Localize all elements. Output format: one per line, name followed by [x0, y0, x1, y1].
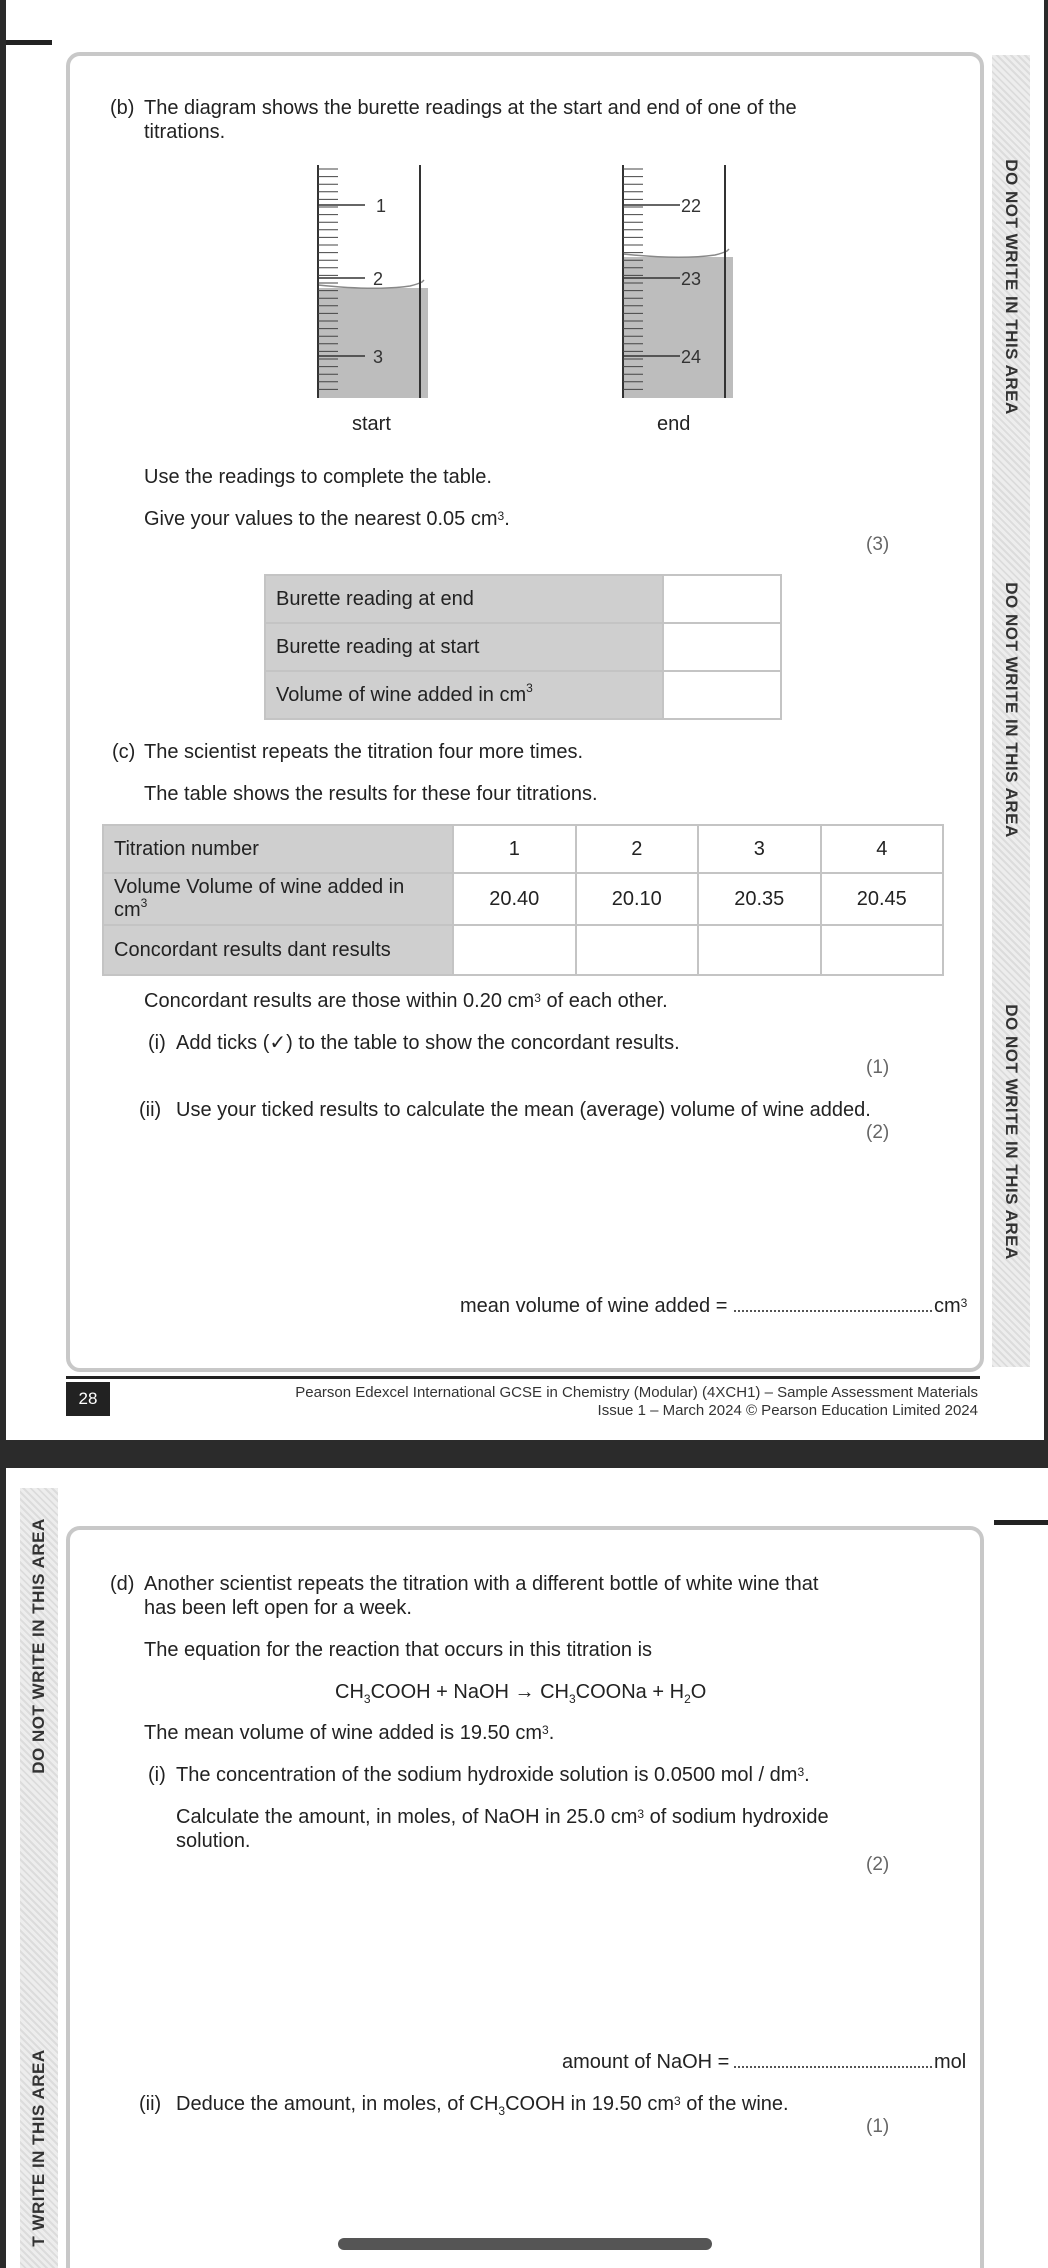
volume-cell: 20.45: [821, 873, 944, 925]
concordant-tick-cell[interactable]: [698, 925, 821, 975]
mean-volume-unit: $cm^3$: [934, 1295, 968, 1317]
titration-number-cell: 3: [698, 825, 821, 873]
home-indicator-bar[interactable]: [338, 2238, 712, 2250]
burette-start-tick-2: 2: [373, 269, 384, 289]
burette-end-caption: end: [657, 413, 691, 435]
volume-cell: 20.10: [576, 873, 699, 925]
page-separator: [0, 1440, 1048, 1468]
part-d-i-text: The concentration of the sodium hydroxide solution is 0.0500 mol / $dm^3$.: [176, 1764, 810, 1786]
burette-start-tick-1: 1: [376, 196, 387, 216]
titration-number-label: Titration number: [103, 825, 453, 873]
titration-results-table: [102, 824, 944, 976]
mean-volume-answer-label: mean volume of wine added =: [460, 1295, 728, 1317]
volume-cell: 20.40: [453, 873, 576, 925]
row-label-start: Burette reading at start: [265, 623, 663, 671]
table-row: [265, 623, 781, 671]
part-b-marks: (3): [866, 534, 890, 555]
answer-cell-volume[interactable]: [663, 671, 781, 719]
footer-text-line2: Issue 1 – March 2024 © Pearson Education Limited 2024: [597, 1402, 978, 1419]
volume-cell: 20.35: [698, 873, 821, 925]
part-d-i-calc-line2: solution.: [176, 1830, 251, 1852]
part-c-label: (c): [112, 741, 136, 763]
part-b-instruction2: Give your values to the nearest 0.05 $cm^3$.: [144, 508, 510, 530]
page-right-edge: [1044, 0, 1048, 1440]
part-c-i-marks: (1): [866, 1057, 890, 1078]
burette-end-diagram: [615, 165, 735, 400]
page-2: [0, 1468, 1048, 2268]
page-left-edge: [0, 1468, 6, 2268]
black-corner-mark: [0, 40, 52, 45]
part-d-ii-marks: (1): [866, 2116, 890, 2137]
burette-end-tick-24: 24: [681, 347, 702, 367]
part-c-ii-label: (ii): [139, 1099, 162, 1121]
naoh-amount-unit: mol: [934, 2051, 967, 2073]
black-corner-mark: [994, 1520, 1048, 1525]
part-b-instruction1: Use the readings to complete the table.: [144, 466, 492, 488]
part-d-label: (d): [110, 1573, 135, 1595]
part-d-ii-text: Deduce the amount, in moles, of $CH_3COOH$ in 19.50 $cm^3$ of the wine.: [176, 2093, 789, 2118]
mean-volume-answer-line[interactable]: [734, 1310, 932, 1312]
sidebar-text-1: DO NOT WRITE IN THIS AREA: [29, 1518, 48, 1774]
part-d-ii-label: (ii): [139, 2093, 162, 2115]
table-row: [103, 873, 943, 925]
part-b-label: (b): [110, 97, 135, 119]
row-label-volume: Volume of wine added in $cm^3$: [265, 671, 663, 719]
part-c-text2: The table shows the results for these four titrations.: [144, 783, 598, 805]
naoh-amount-answer-line[interactable]: [734, 2066, 932, 2068]
part-d-i-calc-line1: Calculate the amount, in moles, of NaOH in 25.0 $cm^3$ of sodium hydroxide: [176, 1806, 829, 1828]
sidebar-text-2: T WRITE IN THIS AREA: [29, 2049, 48, 2247]
mean-volume-statement: The mean volume of wine added is 19.50 $cm^3$.: [144, 1722, 555, 1744]
sidebar-text-3: DO NOT WRITE IN THIS AREA: [1002, 1004, 1021, 1260]
part-c-i-label: (i): [148, 1032, 166, 1054]
row-label-end: Burette reading at end: [265, 575, 663, 623]
part-d-text-line2: has been left open for a week.: [144, 1597, 412, 1619]
reaction-equation: $CH_3COOH$ + NaOH → $CH_3COONa + H_2O$: [335, 1681, 707, 1706]
answer-cell-start[interactable]: [663, 623, 781, 671]
part-c-i-text: Add ticks (✓) to the table to show the concordant results.: [176, 1032, 680, 1054]
part-d-i-marks: (2): [866, 1854, 890, 1875]
burette-end-tick-23: 23: [681, 269, 702, 289]
equation-intro: The equation for the reaction that occurs in this titration is: [144, 1639, 653, 1661]
concordant-tick-cell[interactable]: [576, 925, 699, 975]
page-number-badge: 28: [66, 1382, 110, 1416]
concordant-tick-cell[interactable]: [453, 925, 576, 975]
page-left-edge: [0, 0, 6, 1440]
table-row: [265, 575, 781, 623]
burette-start-diagram: [310, 165, 430, 400]
concordant-definition: Concordant results are those within 0.20 $cm^3$ of each other.: [144, 990, 668, 1012]
part-c-ii-text: Use your ticked results to calculate the mean (average) volume of wine added.: [176, 1099, 871, 1121]
part-d-i-label: (i): [148, 1764, 166, 1786]
titration-number-cell: 2: [576, 825, 699, 873]
volume-label: Volume Volume of wine added in $cm^3$: [103, 873, 453, 925]
part-c-text1: The scientist repeats the titration four more times.: [144, 741, 584, 763]
part-d-text-line1: Another scientist repeats the titration with a different bottle of white wine that: [144, 1573, 819, 1595]
part-b-text-line2: titrations.: [144, 121, 226, 143]
footer-rule: [66, 1376, 980, 1379]
titration-number-cell: 1: [453, 825, 576, 873]
burette-end-tick-22: 22: [681, 196, 702, 216]
burette-start-caption: start: [352, 413, 391, 435]
naoh-amount-answer-label: amount of NaOH =: [562, 2051, 730, 2073]
part-c-ii-marks: (2): [866, 1122, 890, 1143]
concordant-label: Concordant results dant results: [103, 925, 453, 975]
burette-start-tick-3: 3: [373, 347, 384, 367]
answer-cell-end[interactable]: [663, 575, 781, 623]
concordant-tick-cell[interactable]: [821, 925, 944, 975]
footer-text-line1: Pearson Edexcel International GCSE in Chemistry (Modular) (4XCH1) – Sample Assessment Materials: [295, 1384, 978, 1401]
part-b-text-line1: The diagram shows the burette readings at the start and end of one of the: [144, 97, 797, 119]
table-row: [103, 825, 943, 873]
burette-readings-table: [264, 574, 782, 720]
table-row: [103, 925, 943, 975]
sidebar-text-2: DO NOT WRITE IN THIS AREA: [1002, 582, 1021, 838]
sidebar-text-1: DO NOT WRITE IN THIS AREA: [1002, 159, 1021, 415]
table-row: [265, 671, 781, 719]
titration-number-cell: 4: [821, 825, 944, 873]
